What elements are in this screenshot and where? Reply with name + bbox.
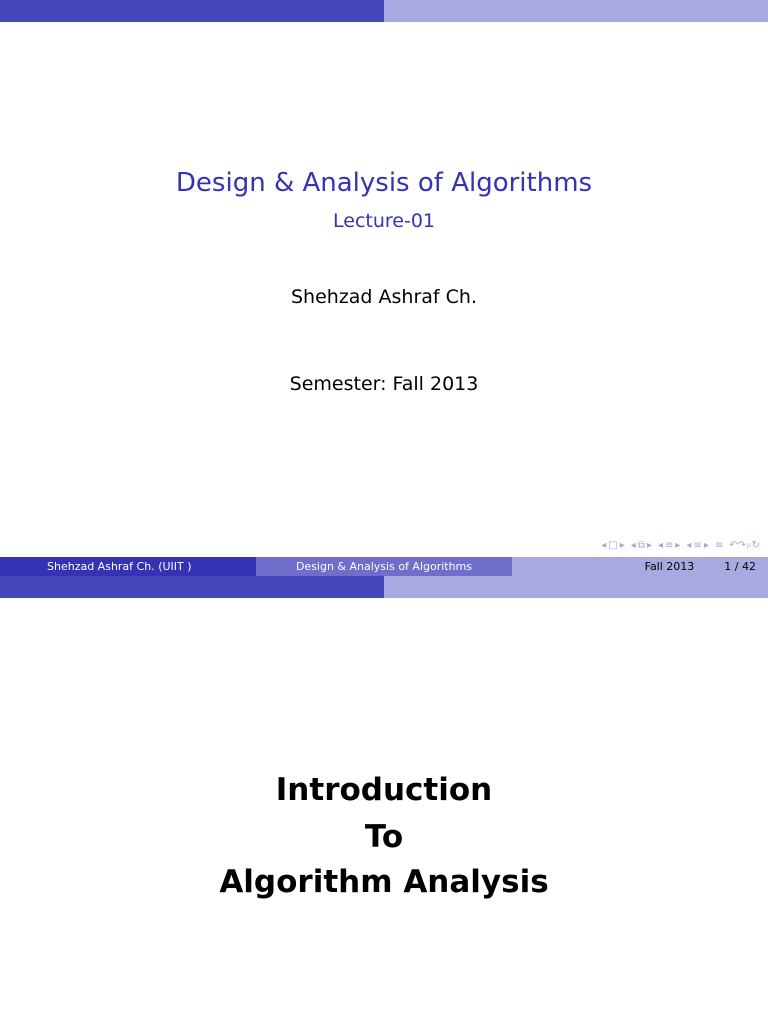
nav-frame-icon[interactable]: □ <box>608 539 618 551</box>
nav-section-group <box>658 540 680 551</box>
nav-toc-group <box>715 540 723 551</box>
nav-part-group <box>686 540 708 551</box>
header-bar-light <box>384 576 768 598</box>
nav-right-arrow-icon[interactable]: ▸ <box>619 539 625 551</box>
beamer-navigation-bar <box>601 537 760 553</box>
presentation-author: Shehzad Ashraf Ch. <box>290 286 478 308</box>
nav-left-arrow-icon[interactable]: ◂ <box>601 539 607 551</box>
slide-2 <box>0 576 768 1024</box>
slide-header-bar <box>0 576 768 598</box>
header-bar-dark <box>0 576 384 598</box>
nav-left-arrow-icon[interactable]: ◂ <box>686 539 692 551</box>
presentation-title: Design & Analysis of Algorithms <box>175 168 593 198</box>
nav-toc-icon[interactable]: ≡ <box>714 539 724 551</box>
nav-search-icon[interactable]: ↶↷⌕↻ <box>729 539 760 551</box>
slide-header-bar <box>0 0 768 22</box>
nav-right-arrow-icon[interactable]: ▸ <box>646 539 652 551</box>
nav-section-icon[interactable]: ≡ <box>664 539 674 551</box>
nav-subsection-group <box>631 540 652 551</box>
nav-search-group <box>729 540 760 551</box>
presentation-date: Semester: Fall 2013 <box>289 373 479 395</box>
section-heading-line-3: Algorithm Analysis <box>219 864 549 900</box>
section-heading-line-2: To <box>364 819 404 855</box>
slide-footer <box>0 557 768 576</box>
section-heading-line-1: Introduction <box>275 772 493 808</box>
footer-author: Shehzad Ashraf Ch. (UIIT ) <box>0 557 256 576</box>
nav-right-arrow-icon[interactable]: ▸ <box>675 539 681 551</box>
header-bar-light <box>384 0 768 22</box>
nav-frame-group <box>601 540 625 551</box>
footer-title: Design & Analysis of Algorithms <box>256 557 512 576</box>
nav-part-icon[interactable]: ≡ <box>693 539 702 551</box>
header-bar-dark <box>0 0 384 22</box>
footer-page-number: 1 / 42 <box>724 560 756 573</box>
presentation-subtitle: Lecture-01 <box>333 210 435 232</box>
nav-subsection-icon[interactable]: ⧉ <box>637 539 645 551</box>
nav-left-arrow-icon[interactable]: ◂ <box>657 539 663 551</box>
nav-right-arrow-icon[interactable]: ▸ <box>703 539 709 551</box>
footer-right <box>512 557 768 576</box>
nav-left-arrow-icon[interactable]: ◂ <box>630 539 636 551</box>
footer-date: Fall 2013 <box>644 560 695 573</box>
